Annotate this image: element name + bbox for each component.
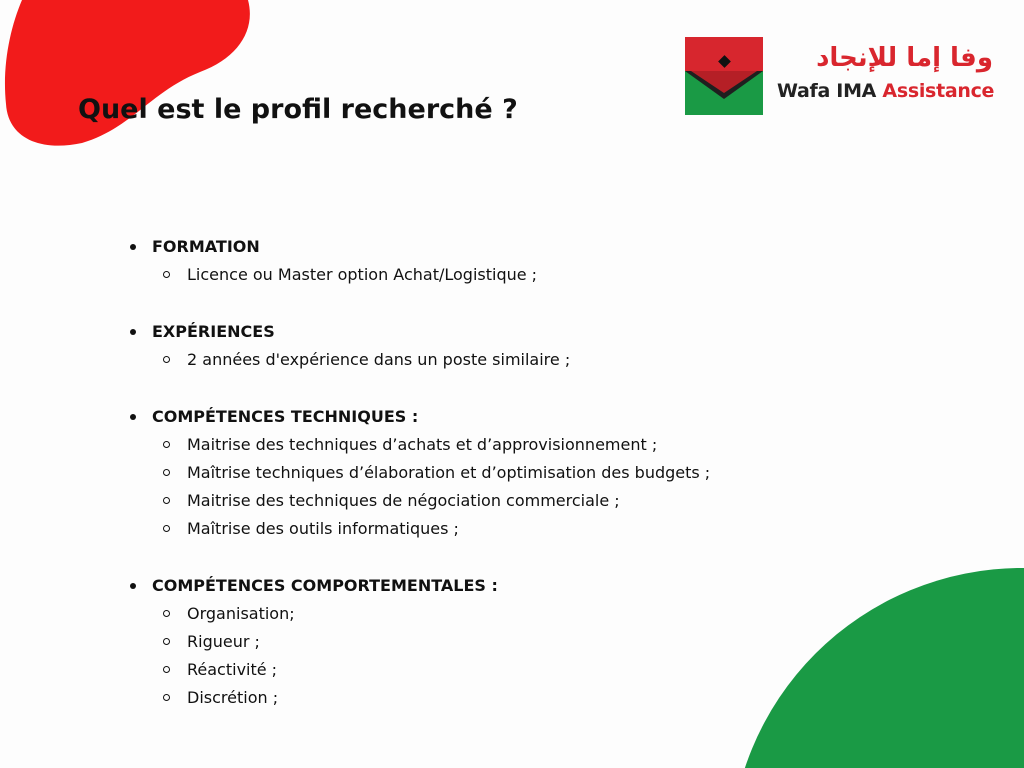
section-title: COMPÉTENCES COMPORTEMENTALES :	[130, 572, 850, 600]
list-item: Discrétion ;	[130, 684, 850, 712]
requirements-list	[130, 233, 850, 741]
bullet-circle-icon	[163, 666, 170, 673]
logo-emblem-icon	[685, 37, 763, 115]
list-item: Licence ou Master option Achat/Logistique ;	[130, 261, 850, 289]
bullet-circle-icon	[163, 441, 170, 448]
list-item: Organisation;	[130, 600, 850, 628]
logo-latin-text	[777, 80, 994, 102]
logo-brand: Wafa IMA	[777, 80, 877, 102]
bullet-circle-icon	[163, 469, 170, 476]
red-decorative-shape	[0, 0, 260, 150]
bullet-circle-icon	[163, 610, 170, 617]
logo-arabic-text: وفا إما للإنجاد	[816, 43, 993, 73]
bullet-dot-icon	[130, 414, 136, 420]
bullet-circle-icon	[163, 356, 170, 363]
list-item: 2 années d'expérience dans un poste similaire ;	[130, 346, 850, 374]
bullet-circle-icon	[163, 271, 170, 278]
section-title: COMPÉTENCES TECHNIQUES :	[130, 403, 850, 431]
list-item: Réactivité ;	[130, 656, 850, 684]
list-item: Maîtrise des outils informatiques ;	[130, 515, 850, 543]
section-experiences	[130, 318, 850, 374]
page-title: Quel est le profil recherché ?	[78, 94, 518, 125]
list-item: Maitrise des techniques d’achats et d’approvisionnement ;	[130, 431, 850, 459]
section-title: EXPÉRIENCES	[130, 318, 850, 346]
bullet-circle-icon	[163, 694, 170, 701]
list-item: Maîtrise techniques d’élaboration et d’optimisation des budgets ;	[130, 459, 850, 487]
section-competences-techniques	[130, 403, 850, 543]
section-formation	[130, 233, 850, 289]
list-item: Maitrise des techniques de négociation commerciale ;	[130, 487, 850, 515]
bullet-circle-icon	[163, 497, 170, 504]
list-item: Rigueur ;	[130, 628, 850, 656]
section-title: FORMATION	[130, 233, 850, 261]
bullet-dot-icon	[130, 583, 136, 589]
bullet-circle-icon	[163, 525, 170, 532]
bullet-dot-icon	[130, 329, 136, 335]
bullet-dot-icon	[130, 244, 136, 250]
section-competences-comportementales	[130, 572, 850, 712]
company-logo	[683, 35, 995, 117]
logo-subtitle: Assistance	[882, 80, 995, 102]
bullet-circle-icon	[163, 638, 170, 645]
